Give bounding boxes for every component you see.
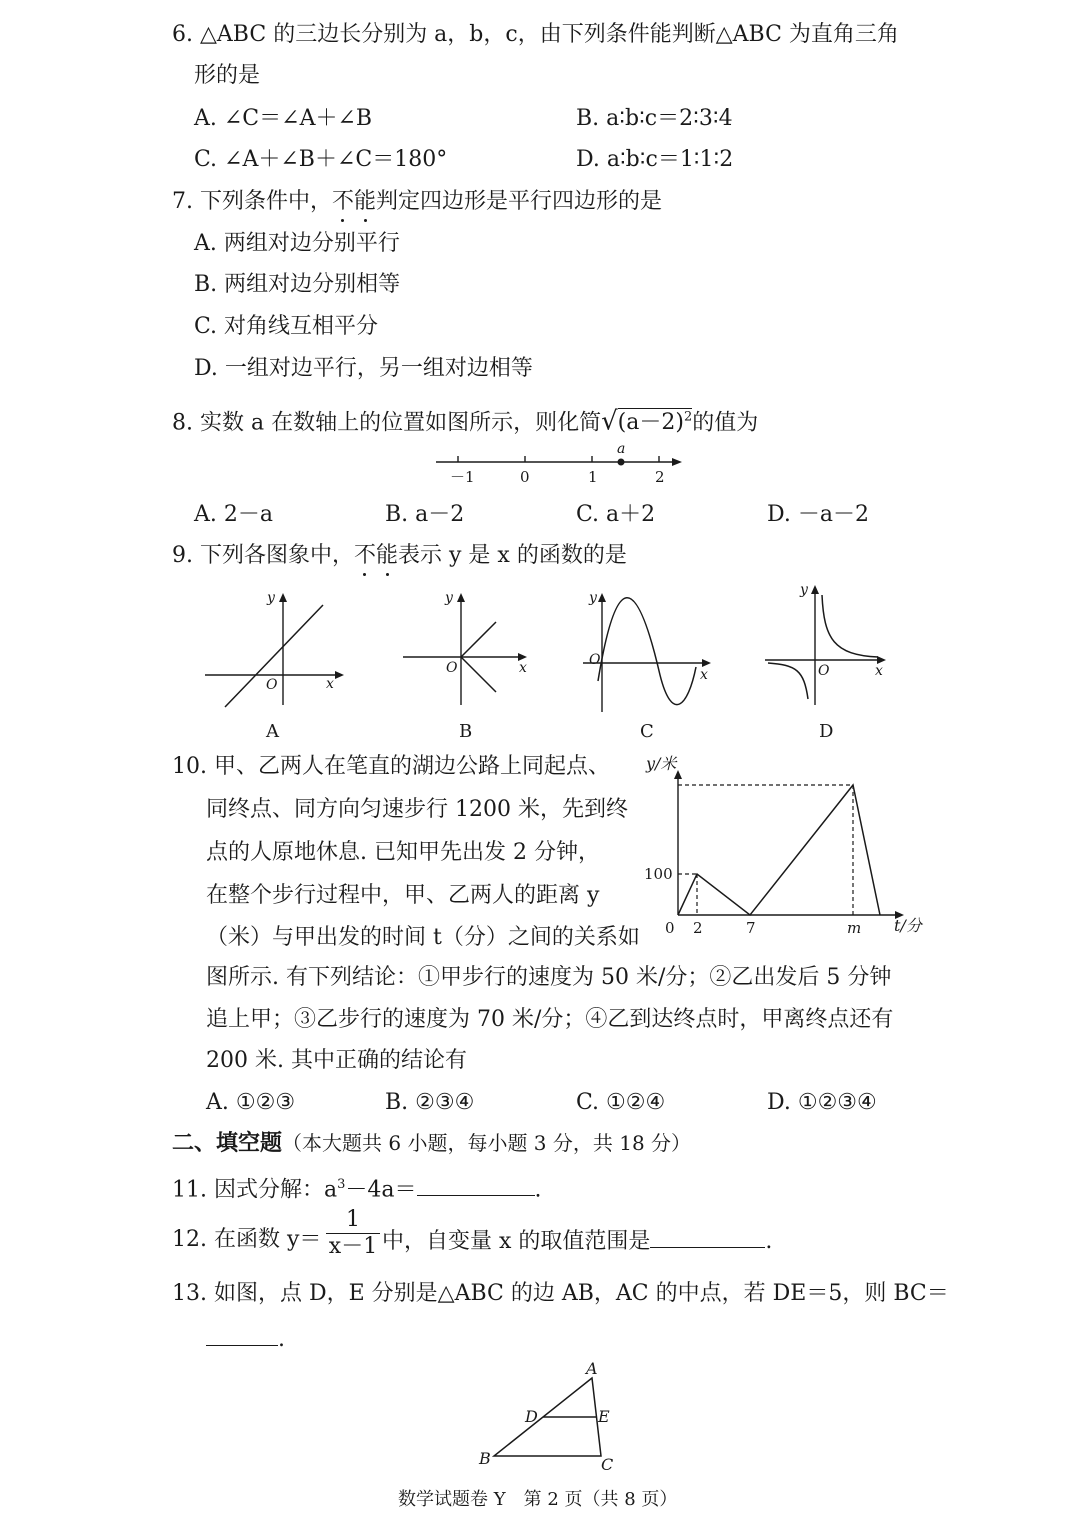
q13-stem-line2 bbox=[206, 1325, 285, 1353]
answer-blank[interactable] bbox=[650, 1227, 765, 1248]
q11-pre: 11. 因式分解：a bbox=[172, 1177, 338, 1203]
q9-stem-post: 表示 y 是 x 的函数的是 bbox=[398, 543, 627, 568]
section-heading bbox=[172, 1130, 691, 1157]
q8-option-d: D. －a－2 bbox=[767, 502, 869, 527]
q6-stem-line1: 6. △ABC 的三边长分别为 a，b，c，由下列条件能判断△ABC 为直角三角 bbox=[172, 22, 899, 47]
vertex-label-c: C bbox=[601, 1455, 614, 1473]
q10-x-axis-label: t/分 bbox=[894, 916, 922, 935]
q8-option-a: A. 2－a bbox=[194, 502, 273, 527]
q8-stem-pre: 8. 实数 a 在数轴上的位置如图所示，则化简 bbox=[172, 410, 602, 436]
q8-stem bbox=[172, 405, 758, 436]
q10-x-tick: 7 bbox=[746, 919, 756, 937]
q10-line-4: 在整个步行过程中，甲、乙两人的距离 y bbox=[206, 883, 600, 908]
tick-label: 0 bbox=[520, 468, 530, 486]
q13-triangle-figure bbox=[470, 1358, 630, 1473]
q7-stem-pre: 7. 下列条件中， bbox=[172, 189, 332, 214]
q9-graph-c bbox=[578, 585, 718, 715]
q10-graph bbox=[640, 750, 930, 945]
q10-option-c: C. ①②④ bbox=[576, 1090, 666, 1115]
origin-label: O bbox=[446, 660, 458, 676]
q7-option-c: C. 对角线互相平分 bbox=[194, 314, 379, 339]
q6-option-c: C. ∠A＋∠B＋∠C＝180° bbox=[194, 147, 448, 172]
q12-numerator: 1 bbox=[346, 1207, 360, 1232]
q11-mid: －4a＝ bbox=[345, 1177, 417, 1203]
q12-post: 中，自变量 x 的取值范围是 bbox=[382, 1229, 651, 1254]
q7-option-a: A. 两组对边分别平行 bbox=[194, 231, 400, 256]
number-line bbox=[430, 440, 690, 490]
q10-line-5: （米）与甲出发的时间 t（分）之间的关系如 bbox=[206, 925, 640, 950]
axis-x-label: x bbox=[519, 660, 527, 676]
q10-line-7: 追上甲；③乙步行的速度为 70 米/分；④乙到达终点时，甲离终点还有 bbox=[206, 1007, 894, 1032]
q12-denominator: x－1 bbox=[328, 1234, 378, 1259]
axis-x-label: x bbox=[700, 667, 708, 683]
q10-x-tick: 0 bbox=[665, 919, 675, 937]
q7-emphasis-1: 不 bbox=[331, 189, 354, 214]
point-label-e: E bbox=[598, 1407, 610, 1426]
axis-y-label: y bbox=[445, 590, 453, 606]
q8-stem-post: 的值为 bbox=[692, 410, 759, 436]
origin-label: O bbox=[818, 663, 830, 679]
q12-stem-post bbox=[382, 1227, 772, 1255]
q6-option-b: B. a∶b∶c＝2∶3∶4 bbox=[576, 106, 733, 131]
section-title: 二、填空题 bbox=[172, 1130, 283, 1156]
axis-y-label: y bbox=[267, 590, 275, 606]
q12-end: . bbox=[765, 1229, 773, 1254]
q9-stem bbox=[172, 543, 627, 569]
q9-graph-c-label: C bbox=[640, 721, 654, 742]
q12-fraction bbox=[326, 1208, 380, 1259]
q9-emphasis-1: 不 bbox=[353, 543, 376, 568]
q7-stem-post: 判定四边形是平行四边形的是 bbox=[376, 189, 663, 214]
q8-radicand: $(a-2)^2$ bbox=[617, 410, 693, 436]
q6-option-a: A. ∠C＝∠A＋∠B bbox=[194, 106, 373, 131]
answer-blank[interactable] bbox=[417, 1175, 535, 1196]
origin-label: O bbox=[266, 677, 278, 693]
axis-x-label: x bbox=[875, 663, 883, 679]
q10-x-tick: 2 bbox=[693, 919, 703, 937]
q10-line-1: 10. 甲、乙两人在笔直的湖边公路上同起点、 bbox=[172, 754, 610, 779]
axis-y-label: y bbox=[589, 590, 597, 606]
q12-stem-pre: 12. 在函数 y＝ bbox=[172, 1227, 322, 1252]
q9-graph-a-label: A bbox=[266, 721, 279, 742]
origin-label: O bbox=[589, 652, 601, 668]
q7-emphasis-2: 能 bbox=[354, 189, 377, 214]
q13-stem-line1: 13. 如图，点 D，E 分别是△ABC 的边 AB，AC 的中点，若 DE＝5，则 BC＝ bbox=[172, 1281, 949, 1306]
q10-line-6: 图所示. 有下列结论：①甲步行的速度为 50 米/分；②乙出发后 5 分钟 bbox=[206, 965, 892, 990]
axis-x-label: x bbox=[326, 676, 334, 692]
q13-end: . bbox=[278, 1327, 285, 1352]
q6-option-d: D. a∶b∶c＝1∶1∶2 bbox=[576, 147, 734, 172]
point-a bbox=[618, 459, 625, 466]
point-a-label: a bbox=[617, 441, 626, 457]
q10-line-3: 点的人原地休息. 已知甲先出发 2 分钟， bbox=[206, 840, 600, 865]
q11-exp: 3 bbox=[337, 1177, 346, 1192]
q9-graph-d-label: D bbox=[819, 721, 834, 742]
q10-option-b: B. ②③④ bbox=[385, 1090, 475, 1115]
vertex-label-b: B bbox=[479, 1449, 491, 1468]
q10-y-axis-label: y/米 bbox=[646, 754, 677, 773]
q9-graph-b-label: B bbox=[459, 721, 473, 742]
tick-label: 1 bbox=[588, 468, 598, 486]
q10-line-2: 同终点、同方向匀速步行 1200 米，先到终 bbox=[206, 797, 628, 822]
axis-y-label: y bbox=[800, 582, 808, 598]
q10-x-tick: m bbox=[847, 919, 862, 937]
q7-stem bbox=[172, 189, 662, 215]
q10-option-d: D. ①②③④ bbox=[767, 1090, 877, 1115]
section-note: （本大题共 6 小题，每小题 3 分，共 18 分） bbox=[282, 1131, 692, 1155]
q8-option-c: C. a＋2 bbox=[576, 502, 656, 527]
tick-label: －1 bbox=[450, 468, 475, 486]
point-label-d: D bbox=[525, 1407, 538, 1426]
q6-stem-line2: 形的是 bbox=[194, 63, 261, 88]
q9-stem-pre: 9. 下列各图象中， bbox=[172, 543, 354, 568]
q9-graph-d bbox=[760, 577, 900, 712]
q11-stem bbox=[172, 1172, 542, 1203]
q10-y-tick: 100 bbox=[644, 865, 673, 883]
q10-line-8: 200 米. 其中正确的结论有 bbox=[206, 1048, 467, 1073]
q9-graph-a bbox=[200, 585, 350, 710]
answer-blank[interactable] bbox=[206, 1325, 278, 1346]
page-footer: 数学试题卷 Y 第 2 页（共 8 页） bbox=[398, 1489, 678, 1510]
q11-post: . bbox=[534, 1177, 542, 1203]
sqrt-sign: √ bbox=[601, 406, 618, 437]
vertex-label-a: A bbox=[586, 1359, 598, 1378]
q10-option-a: A. ①②③ bbox=[206, 1090, 296, 1115]
q7-option-b: B. 两组对边分别相等 bbox=[194, 272, 401, 297]
tick-label: 2 bbox=[655, 468, 665, 486]
q8-option-b: B. a－2 bbox=[385, 502, 465, 527]
q9-graph-b bbox=[398, 585, 538, 710]
q7-option-d: D. 一组对边平行，另一组对边相等 bbox=[194, 356, 533, 381]
q9-emphasis-2: 能 bbox=[376, 543, 399, 568]
